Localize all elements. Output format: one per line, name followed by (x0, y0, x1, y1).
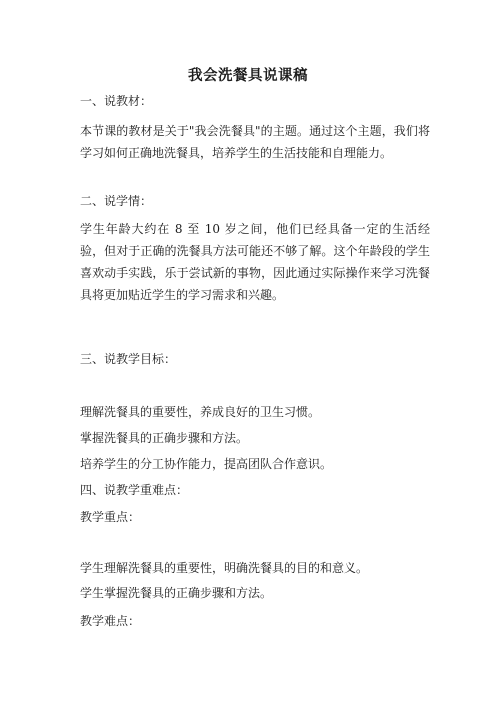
section-heading-key-points: 四、说教学重难点： (80, 483, 189, 497)
section-heading-learners: 二、说学情： (80, 194, 153, 208)
section-body-learners: 学生年龄大约在 8 至 10 岁之间，他们已经具备一定的生活经验，但对于正确的洗餐具方法可能还不够了解。这个年龄段的学生喜欢动手实践，乐于尝试新的事物，因此通过实际操作来学习洗餐具将更加贴近学生的学习需求和兴趣。 (80, 222, 430, 302)
objective-item: 理解洗餐具的重要性，养成良好的卫生习惯。 (80, 405, 321, 419)
key-point-item: 学生掌握洗餐具的正确步骤和方法。 (80, 586, 273, 600)
key-points-label: 教学重点： (80, 510, 141, 524)
section-heading-objectives: 三、说教学目标： (80, 352, 177, 366)
difficult-points-label: 教学难点： (80, 614, 141, 628)
section-body-materials: 本节课的教材是关于"我会洗餐具"的主题。通过这个主题，我们将学习如何正确地洗餐具，培养学生的生活技能和自理能力。 (80, 124, 430, 160)
document-title: 我会洗餐具说课稿 (188, 68, 308, 84)
section-heading-materials: 一、说教材： (80, 94, 153, 108)
objective-item: 掌握洗餐具的正确步骤和方法。 (80, 431, 249, 445)
objective-item: 培养学生的分工协作能力，提高团队合作意识。 (80, 457, 333, 471)
key-point-item: 学生理解洗餐具的重要性，明确洗餐具的目的和意义。 (80, 561, 369, 575)
